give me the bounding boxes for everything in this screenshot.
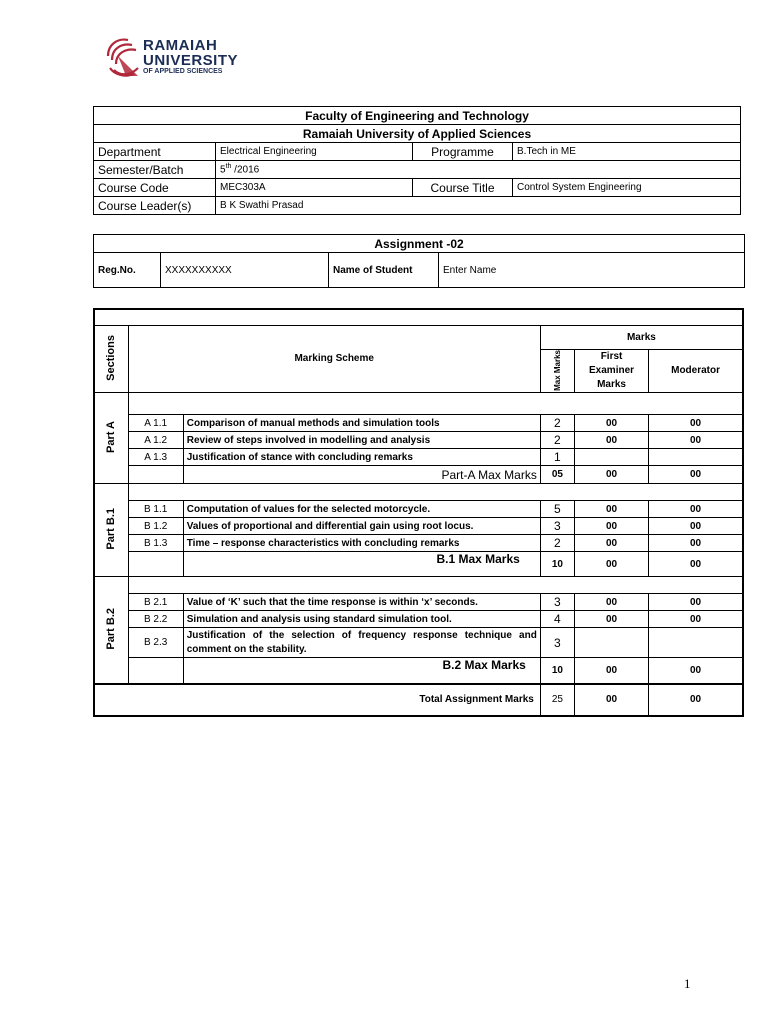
part-a-label: Part A	[94, 393, 128, 484]
part-b1-total-label: B.1 Max Marks	[183, 552, 540, 577]
criterion-first: 00	[574, 415, 648, 432]
criterion-moderator	[649, 449, 743, 466]
criterion-max: 2	[540, 415, 574, 432]
page-number: 1	[684, 976, 691, 991]
part-b1-total-first: 00	[574, 552, 648, 577]
criterion-code: A 1.3	[128, 449, 183, 466]
marking-scheme-table	[93, 308, 744, 717]
criterion-description: Justification of stance with concluding remarks	[183, 449, 540, 466]
criterion-moderator: 00	[649, 611, 743, 628]
criterion-description: Values of proportional and differential gain using root locus.	[183, 518, 540, 535]
total-assignment-max: 25	[540, 684, 574, 716]
part-b2-total-label: B.2 Max Marks	[183, 658, 540, 684]
criterion-moderator	[649, 628, 743, 658]
criterion-max: 4	[540, 611, 574, 628]
criterion-description: Review of steps involved in modelling and analysis	[183, 432, 540, 449]
semester-label: Semester/Batch	[94, 161, 216, 179]
criterion-first: 00	[574, 611, 648, 628]
criterion-description: Comparison of manual methods and simulation tools	[183, 415, 540, 432]
criterion-moderator: 00	[649, 594, 743, 611]
assignment-table	[93, 234, 745, 288]
criterion-code: B 1.3	[128, 535, 183, 552]
criterion-max: 3	[540, 628, 574, 658]
part-b1-total-max: 10	[540, 552, 574, 577]
course-code-label: Course Code	[94, 179, 216, 197]
semester-value: 5th /2016	[216, 161, 741, 179]
criterion-max: 1	[540, 449, 574, 466]
criterion-code: B 2.3	[128, 628, 183, 658]
criterion-moderator: 00	[649, 501, 743, 518]
department-value: Electrical Engineering	[216, 143, 413, 161]
part-b1-spacer	[128, 484, 743, 501]
course-info-table	[93, 106, 741, 215]
criterion-description: Justification of the selection of frequency response technique and comment on the stability.	[183, 628, 540, 658]
total-assignment-first: 00	[574, 684, 648, 716]
criterion-first	[574, 628, 648, 658]
criterion-first: 00	[574, 518, 648, 535]
criterion-description: Value of ‘K’ such that the time response is within ‘x’ seconds.	[183, 594, 540, 611]
part-a-total-label: Part-A Max Marks	[183, 466, 540, 484]
part-b2-total-moderator: 00	[649, 658, 743, 684]
criterion-max: 5	[540, 501, 574, 518]
course-title-label: Course Title	[413, 179, 513, 197]
course-leader-value: B K Swathi Prasad	[216, 197, 741, 215]
criterion-description: Computation of values for the selected motorcycle.	[183, 501, 540, 518]
criterion-code: B 1.1	[128, 501, 183, 518]
part-b2-total-first: 00	[574, 658, 648, 684]
logo-text-ramaiah: RAMAIAH	[143, 37, 218, 54]
criterion-description: Simulation and analysis using standard simulation tool.	[183, 611, 540, 628]
criterion-code: A 1.2	[128, 432, 183, 449]
criterion-description: Time – response characteristics with concluding remarks	[183, 535, 540, 552]
criterion-code: A 1.1	[128, 415, 183, 432]
university-title: Ramaiah University of Applied Sciences	[94, 125, 741, 143]
part-a-total-first: 00	[574, 466, 648, 484]
criterion-first: 00	[574, 501, 648, 518]
logo-text-university: UNIVERSITY	[143, 52, 239, 69]
logo-text-applied-sciences: OF APPLIED SCIENCES	[143, 68, 223, 75]
criterion-moderator: 00	[649, 432, 743, 449]
criterion-max: 3	[540, 518, 574, 535]
programme-value: B.Tech in ME	[513, 143, 741, 161]
faculty-title: Faculty of Engineering and Technology	[94, 107, 741, 125]
criterion-first: 00	[574, 594, 648, 611]
criterion-code: B 1.2	[128, 518, 183, 535]
part-a-spacer	[128, 393, 743, 415]
criterion-moderator: 00	[649, 535, 743, 552]
max-marks-header: Max Marks	[540, 349, 574, 393]
top-blank-row	[94, 309, 743, 325]
criterion-code: B 2.1	[128, 594, 183, 611]
part-a-total-moderator: 00	[649, 466, 743, 484]
part-b2-total-max: 10	[540, 658, 574, 684]
programme-label: Programme	[413, 143, 513, 161]
first-examiner-header: First Examiner Marks	[574, 349, 648, 393]
criterion-max: 2	[540, 432, 574, 449]
moderator-header: Moderator	[649, 349, 743, 393]
part-a-total-max: 05	[540, 466, 574, 484]
criterion-first	[574, 449, 648, 466]
total-assignment-moderator: 00	[649, 684, 743, 716]
regno-label: Reg.No.	[94, 253, 161, 288]
part-total-blank	[128, 466, 183, 484]
criterion-moderator: 00	[649, 518, 743, 535]
part-b2-spacer	[128, 577, 743, 594]
marking-scheme-header: Marking Scheme	[128, 325, 540, 393]
marks-header: Marks	[540, 325, 743, 349]
sections-header: Sections	[94, 325, 128, 393]
criterion-max: 3	[540, 594, 574, 611]
part-b1-total-moderator: 00	[649, 552, 743, 577]
criterion-moderator: 00	[649, 415, 743, 432]
student-name-label: Name of Student	[329, 253, 439, 288]
part-b1-label: Part B.1	[94, 484, 128, 577]
part-b2-label: Part B.2	[94, 577, 128, 684]
criterion-first: 00	[574, 432, 648, 449]
course-code-value: MEC303A	[216, 179, 413, 197]
assignment-title: Assignment -02	[94, 235, 745, 253]
criterion-max: 2	[540, 535, 574, 552]
criterion-code: B 2.2	[128, 611, 183, 628]
student-name-value[interactable]: Enter Name	[439, 253, 745, 288]
course-title-value: Control System Engineering	[513, 179, 741, 197]
total-assignment-label: Total Assignment Marks	[94, 684, 540, 716]
part-total-blank	[128, 658, 183, 684]
part-total-blank	[128, 552, 183, 577]
regno-value[interactable]: XXXXXXXXXX	[161, 253, 329, 288]
course-leader-label: Course Leader(s)	[94, 197, 216, 215]
criterion-first: 00	[574, 535, 648, 552]
department-label: Department	[94, 143, 216, 161]
